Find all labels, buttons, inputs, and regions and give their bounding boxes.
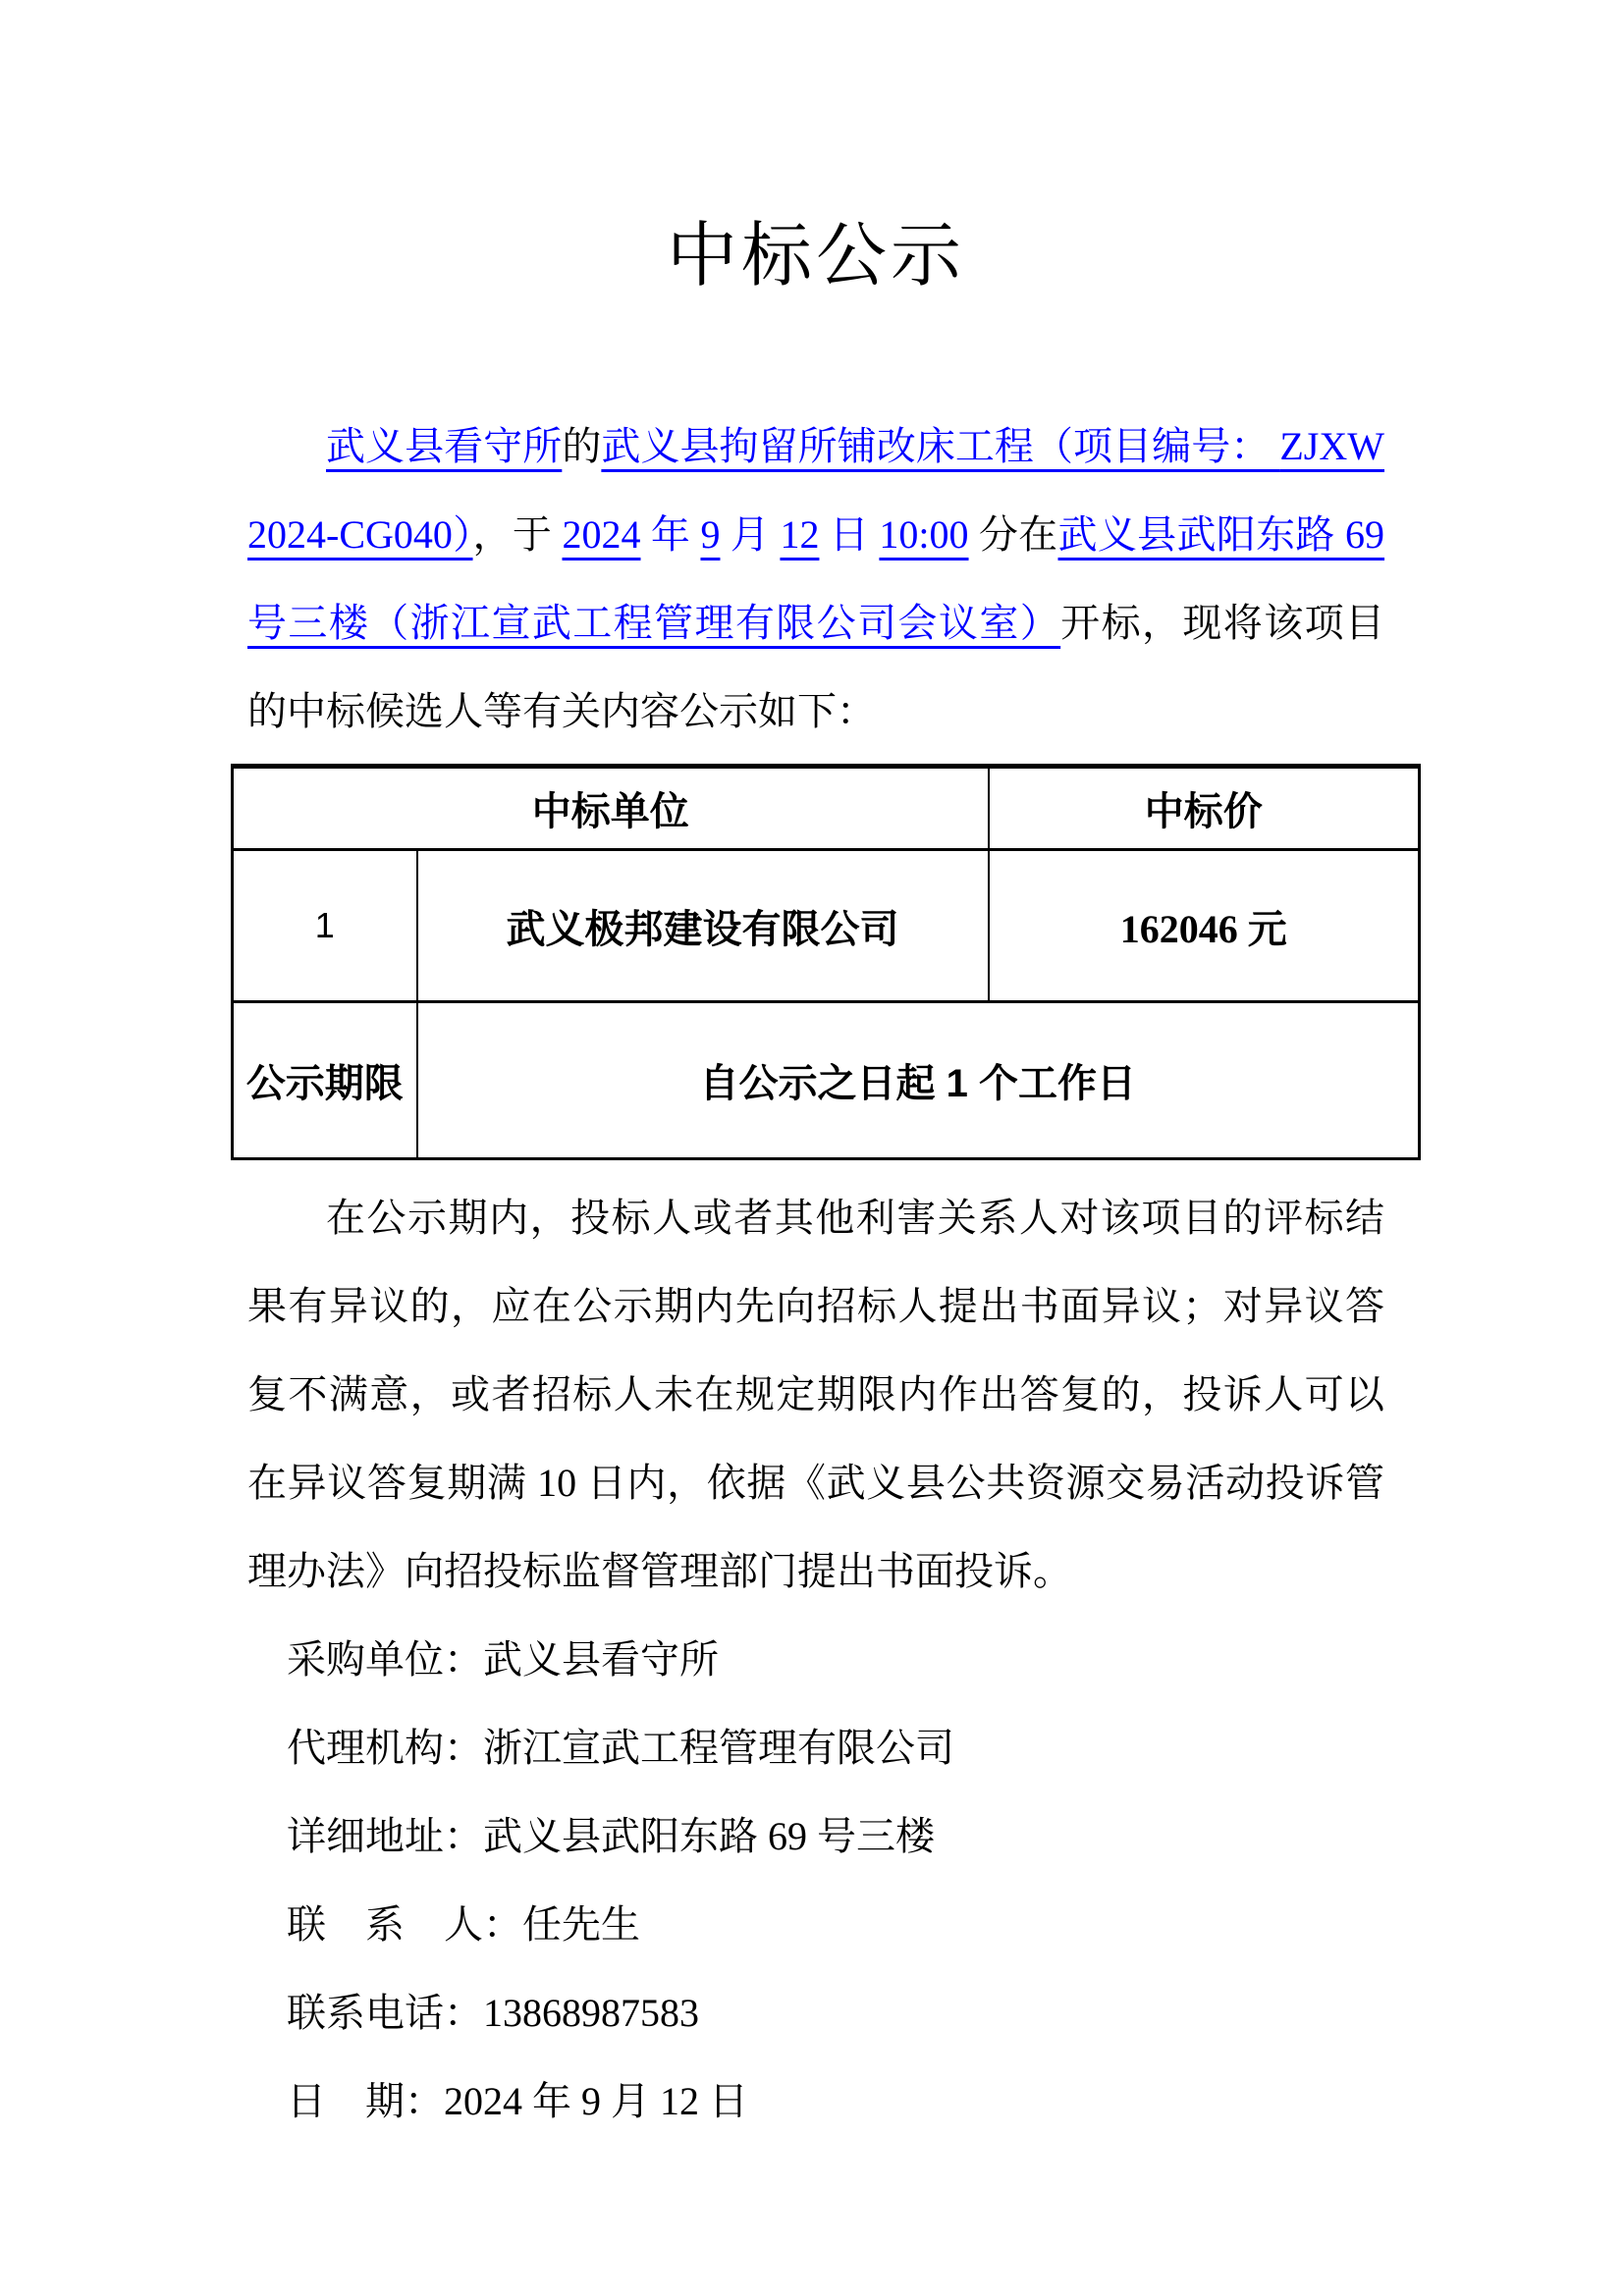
hyperlink[interactable]: 武义县看守所 xyxy=(326,424,563,468)
hyperlink[interactable]: 武义县拘留所铺改床工程（项目编号： xyxy=(601,424,1280,468)
contact-line-agency xyxy=(247,1704,1384,1792)
intro-text: 分在 xyxy=(968,512,1058,557)
header-cell-winning-unit: 中标单位 xyxy=(233,767,989,850)
hyperlink[interactable]: 日 xyxy=(819,512,880,557)
hyperlink[interactable]: 12 xyxy=(780,512,820,557)
intro-text: ，于 xyxy=(472,512,563,557)
contact-label: 代理机构： xyxy=(287,1726,483,1770)
contact-label: 详细地址： xyxy=(287,1814,483,1858)
cell-bid-price: 162046 元 xyxy=(989,850,1420,1002)
contact-label: 联 系 人： xyxy=(287,1902,522,1947)
contact-line-date xyxy=(247,2057,1384,2146)
bid-result-table xyxy=(231,764,1421,1160)
contact-line-phone xyxy=(247,1969,1384,2057)
intro-text: 的 xyxy=(562,424,602,468)
contact-line-address xyxy=(247,1792,1384,1881)
hyperlink[interactable]: 年 xyxy=(640,512,701,557)
contact-label: 采购单位： xyxy=(287,1637,483,1682)
contact-label: 日 期： xyxy=(287,2079,444,2123)
contact-value: 13868987583 xyxy=(483,1991,699,2035)
hyperlink[interactable]: 月 xyxy=(720,512,781,557)
table-header-row xyxy=(233,767,1420,850)
hyperlink[interactable]: 9 xyxy=(700,512,721,557)
contact-value: 2024 年 9 月 12 日 xyxy=(444,2079,748,2123)
cell-period-value: 自公示之日起 1 个工作日 xyxy=(417,1002,1420,1159)
page-title: 中标公示 xyxy=(666,217,965,295)
contact-value: 任先生 xyxy=(522,1902,640,1947)
contact-line-purchaser xyxy=(247,1616,1384,1704)
contact-value: 浙江宣武工程管理有限公司 xyxy=(483,1726,954,1770)
contact-label: 联系电话： xyxy=(287,1991,483,2035)
intro-paragraph xyxy=(247,402,1384,756)
intro-text: 开标，现将该项目的中标候选人等有关内容公示如下： xyxy=(247,601,1385,733)
hyperlink[interactable]: ZJXW2024-CG040） xyxy=(247,424,1385,557)
cell-company-name: 武义极邦建设有限公司 xyxy=(417,850,989,1002)
hyperlink[interactable]: 2024 xyxy=(562,512,641,557)
objection-notice-paragraph: 在公示期内，投标人或者其他利害关系人对该项目的评标结果有异议的，应在公示期内先向招标人提出书面异议；对异议答复不满意，或者招标人未在规定期限内作出答复的，投诉人可以在异议答复期满 10 日内，依据《武义县公共资源交易活动投诉管理办法》向招投标监督管理部门提出书面投诉。 xyxy=(247,1196,1384,1593)
table-row-publicity-period xyxy=(233,1002,1420,1159)
header-cell-winning-price: 中标价 xyxy=(989,767,1420,850)
contact-info-block xyxy=(247,1616,1384,2146)
contact-value: 武义县武阳东路 69 号三楼 xyxy=(483,1814,935,1858)
table-row-winner xyxy=(233,850,1420,1002)
cell-rank: 1 xyxy=(233,850,417,1002)
contact-value: 武义县看守所 xyxy=(483,1637,719,1682)
hyperlink[interactable]: 武义县武阳东路 69 号三楼（浙江宣武工程管理有限公司会议室） xyxy=(247,512,1385,645)
contact-line-person xyxy=(247,1881,1384,1969)
cell-period-label: 公示期限 xyxy=(233,1002,417,1159)
hyperlink[interactable]: 10:00 xyxy=(879,512,969,557)
